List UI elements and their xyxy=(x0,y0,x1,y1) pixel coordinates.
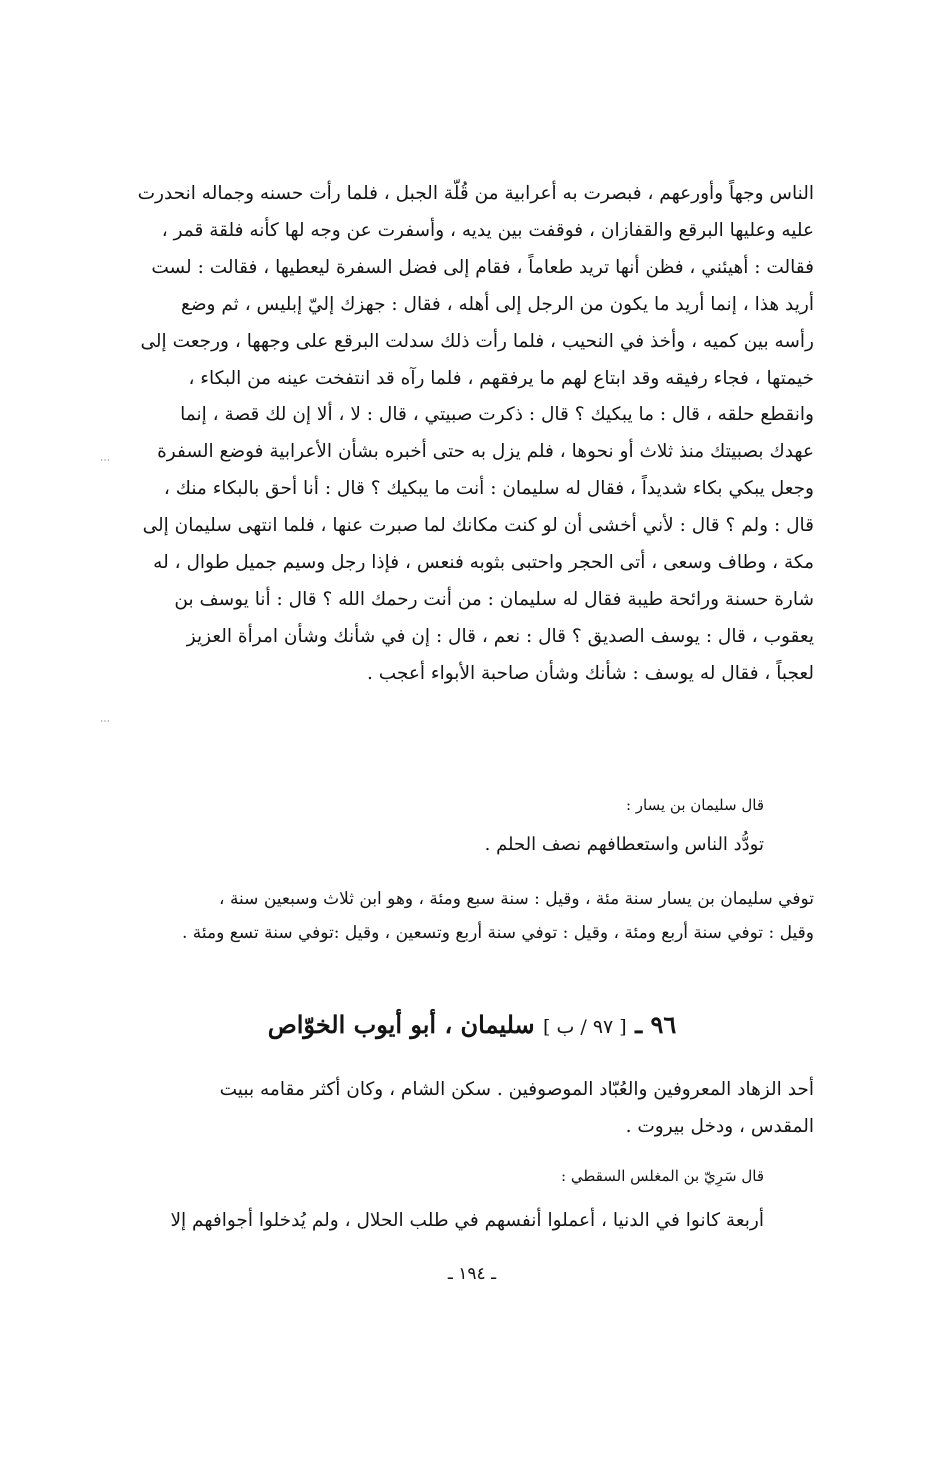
quote-attribution: قال سليمان بن يسار : xyxy=(625,796,764,814)
text-line: المقدس ، ودخل بيروت . xyxy=(625,1116,814,1137)
entry-number: ٩٦ ـ xyxy=(635,1010,677,1039)
text-line: لعجباً ، فقال له يوسف : شأنك وشأن صاحبة الأبواء أعجب . xyxy=(366,662,814,684)
text-line: قال : ولم ؟ قال : لأني أخشى أن لو كنت مكانك لما صبرت عنها ، فلما انتهى سليمان إلى xyxy=(142,515,814,537)
text-line: خيمتها ، فجاء رفيقه وقد ابتاع لهم ما يرفقهم ، فلما رآه قد انتفخت عينه من البكاء ، xyxy=(188,367,814,389)
text-line: عليه وعليها البرقع والقفازان ، فوقفت بين يديه ، وأسفرت عن وجه لها كأنه فلقة قمر ، xyxy=(161,219,814,241)
text-line: وجعل يبكي بكاء شديداً ، فقال له سليمان : أنت ما يبكيك ؟ قال : أنا أحق بالبكاء منك ، xyxy=(163,478,814,500)
text-line: عهدك بصبيتك منذ ثلاث أو نحوها ، فلم يزل به حتى أخبره بشأن الأعرابية فوضع السفرة xyxy=(157,441,814,463)
text-line: يعقوب ، قال : يوسف الصديق ؟ قال : نعم ، قال : إن في شأنك وشأن امرأة العزيز xyxy=(186,625,814,647)
text-line: أربعة كانوا في الدنيا ، أعملوا أنفسهم في طلب الحلال ، ولم يُدخلوا أجوافهم إلا xyxy=(170,1210,764,1231)
quote-text: تودُّد الناس واستعطافهم نصف الحلم . xyxy=(484,834,764,855)
text-line: الناس وجهاً وأورعهم ، فبصرت به أعرابية من قُلّة الجبل ، فلما رأت حسنه وجماله انحدرت xyxy=(137,183,814,204)
bio-paragraph xyxy=(130,1071,814,1145)
manuscript-reference: [ ٩٧ / ب ] xyxy=(543,1016,627,1038)
text-line: شارة حسنة ورائحة طيبة فقال له سليمان : من أنت رحمك الله ؟ قال : أنا يوسف بن xyxy=(174,588,814,610)
margin-mark: ⋯ xyxy=(100,716,110,727)
quote-attribution-2: قال سَرِيّ بن المغلس السقطي : xyxy=(561,1167,764,1185)
quote-text-2 xyxy=(130,1203,764,1239)
text-line: أحد الزهاد المعروفين والعُبّاد الموصوفين . سكن الشام ، وكان أكثر مقامه ببيت xyxy=(219,1079,814,1100)
text-line: وقيل : توفي سنة أربع ومئة ، وقيل : توفي سنة أربع وتسعين ، وقيل :توفي سنة تسع ومئة . xyxy=(181,923,814,943)
text-line: فقالت : أهيئني ، فظن أنها تريد طعاماً ، فقام إلى فضل السفرة ليعطيها ، فقالت : لست xyxy=(151,256,814,278)
text-line: أريد هذا ، إنما أريد ما يكون من الرجل إلى أهله ، فقال : جهزك إليّ إبليس ، ثم وضع xyxy=(180,293,814,315)
text-line: رأسه بين كميه ، وأخذ في النحيب ، فلما رأت ذلك سدلت البرقع على وجهها ، ورجعت إلى xyxy=(140,330,814,352)
main-paragraph xyxy=(130,176,814,693)
text-line: توفي سليمان بن يسار سنة مئة ، وقيل : سنة سبع ومئة ، وهو ابن ثلاث وسبعين سنة ، xyxy=(219,889,814,909)
page-number: ـ ١٩٤ ـ xyxy=(447,1264,497,1284)
text-line: وانقطع حلقه ، قال : ما يبكيك ؟ قال : ذكرت صبيتي ، قال : لا ، ألا إن لك قصة ، إنما xyxy=(180,404,814,426)
entry-heading xyxy=(0,1005,944,1047)
margin-mark: ⋯ xyxy=(100,455,110,466)
entry-title: سليمان ، أبو أيوب الخوّاص xyxy=(267,1010,535,1039)
death-paragraph xyxy=(130,882,814,950)
text-line: مكة ، وطاف وسعى ، أتى الحجر واحتبى بثوبه فنعس ، فإذا رجل وسيم جميل طوال ، له xyxy=(153,552,814,574)
